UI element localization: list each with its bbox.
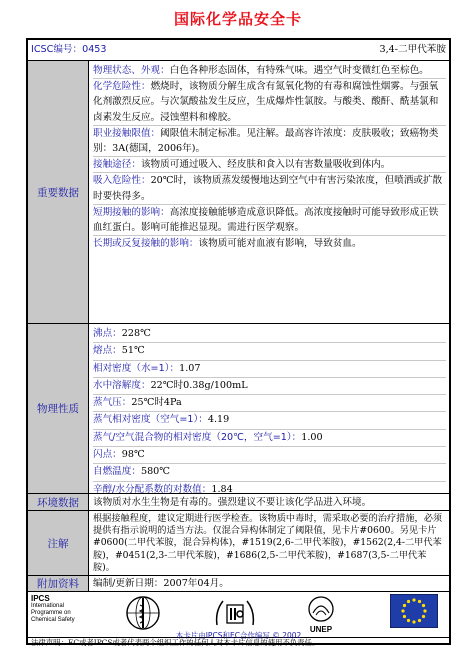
environment-text: 该物质对水生生物是有毒的。强烈建议不要让该化学品进入环境。 (93, 497, 372, 508)
property-item: 熔点：51℃ (93, 343, 446, 360)
legal-notice (28, 638, 449, 649)
logo-caption: 本卡片由IPCS和EC合作编写 © 2002 (175, 631, 302, 640)
hazard-item: 化学危险性：燃烧时，该物质分解生成含有氮氧化物的有毒和腐蚀性烟雾。与强氧化剂激烈反应。与次氯酸盐发生反应，生成爆炸性氯胺。与酸类、酸酐、酰基氯和卤素发生反应。浸蚀塑料和橡胶。 (93, 79, 446, 126)
unep-logo: UNEP (298, 595, 344, 631)
card-title: 国际化学品安全卡 (173, 10, 302, 28)
unep-emblem-icon (298, 595, 344, 623)
property-item: 蒸气相对密度（空气=1）：4.19 (93, 412, 446, 429)
section-additional (28, 576, 449, 592)
ipcs-logo: IPCS International Programme on Chemical Safety (31, 594, 75, 623)
section-label-hazards: 重要数据 (28, 61, 89, 323)
hazard-item: 长期或反复接触的影响：该物质可能对血液有影响，导致贫血。 (93, 238, 362, 250)
property-item: 闪点：98℃ (93, 447, 446, 464)
who-emblem-icon (123, 595, 163, 631)
hazard-item: 接触途径：该物质可通过吸入、经皮肤和食入以有害数量吸收到体内。 (93, 157, 446, 173)
notes-text: 根据接触程度，建议定期进行医学检查。该物质中毒时，需采取必要的治疗措施，必须提供有指示说明的适当方法。仅混合异构体制定了阈限值，见卡片#0600。另见卡片#0600(二甲代苯胺，混合异构体)，#1519(2,6-二甲代苯胺)，#1562(2,4-二甲代苯胺)，#0451(2,3-二甲代苯胺)，#1686(2,5-二甲代苯胺)，#1687(3,5-二甲代苯胺)。 (93, 513, 443, 573)
chemical-name: 3,4-二甲代苯胺 (379, 44, 446, 56)
property-item: 沸点：228℃ (93, 326, 446, 343)
hazard-item: 吸入危险性：20℃时，该物质蒸发缓慢地达到空气中有害污染浓度，但喷洒或扩散时要快得多。 (93, 173, 446, 204)
hazards-content (90, 61, 449, 323)
section-notes (28, 511, 449, 576)
property-item: 自燃温度：580℃ (93, 464, 446, 481)
eu-star-icon (423, 609, 426, 612)
eu-star-icon (422, 604, 425, 607)
eu-star-icon (407, 600, 410, 603)
section-environment (28, 494, 449, 511)
eu-star-icon (401, 609, 404, 612)
physical-content (90, 324, 449, 493)
ilo-emblem-icon (213, 595, 257, 631)
section-hazards (28, 61, 449, 324)
legal-text: 法律声明：EC或者IPCS或者代表两个组织工作的任何人对本卡片信息的使用不负责任。 (31, 638, 320, 647)
section-physical (28, 324, 449, 494)
hazard-item: 短期接触的影响：高浓度接触能够造成意识降低。高浓度接触时可能导致形成正铁血红蛋白。影响可能推迟显现。需进行医学观察。 (93, 205, 446, 236)
property-item: 蒸气/空气混合物的相对密度（20℃，空气=1）：1.00 (93, 430, 446, 447)
section-label-environment: 环境数据 (28, 494, 89, 510)
section-label-physical: 物理性质 (28, 324, 89, 493)
eu-star-icon (412, 620, 415, 623)
section-label-additional: 附加资料 (28, 576, 89, 591)
section-label-notes: 注解 (28, 511, 89, 575)
eu-star-icon (403, 615, 406, 618)
icsc-number: ICSC编号：0453 (31, 44, 107, 56)
card-header (28, 40, 449, 61)
eu-star-icon (407, 619, 410, 622)
safety-card (26, 38, 451, 645)
eu-star-icon (418, 619, 421, 622)
property-item: 辛醇/水分配系数的对数值：1.84 (93, 483, 233, 495)
eu-star-icon (418, 600, 421, 603)
logo-strip (28, 592, 449, 638)
eu-star-icon (403, 604, 406, 607)
eu-star-icon (422, 615, 425, 618)
eu-flag-icon (390, 594, 438, 628)
hazard-item: 物理状态、外观：白色各种形态固体，有特殊气味。遇空气时变微红色至棕色。 (93, 63, 446, 79)
eu-star-icon (412, 598, 415, 601)
additional-text: 编制/更新日期：2007年04月。 (93, 578, 229, 589)
hazard-item: 职业接触限值：阈限值未制定标准。见注解。最高容许浓度：皮肤吸收；致癌物类别：3A(德国，2006年)。 (93, 126, 446, 157)
property-item: 蒸气压：25℃时4Pa (93, 395, 446, 412)
property-item: 相对密度（水=1）：1.07 (93, 361, 446, 378)
property-item: 水中溶解度：22℃时0.38g/100mL (93, 378, 446, 395)
